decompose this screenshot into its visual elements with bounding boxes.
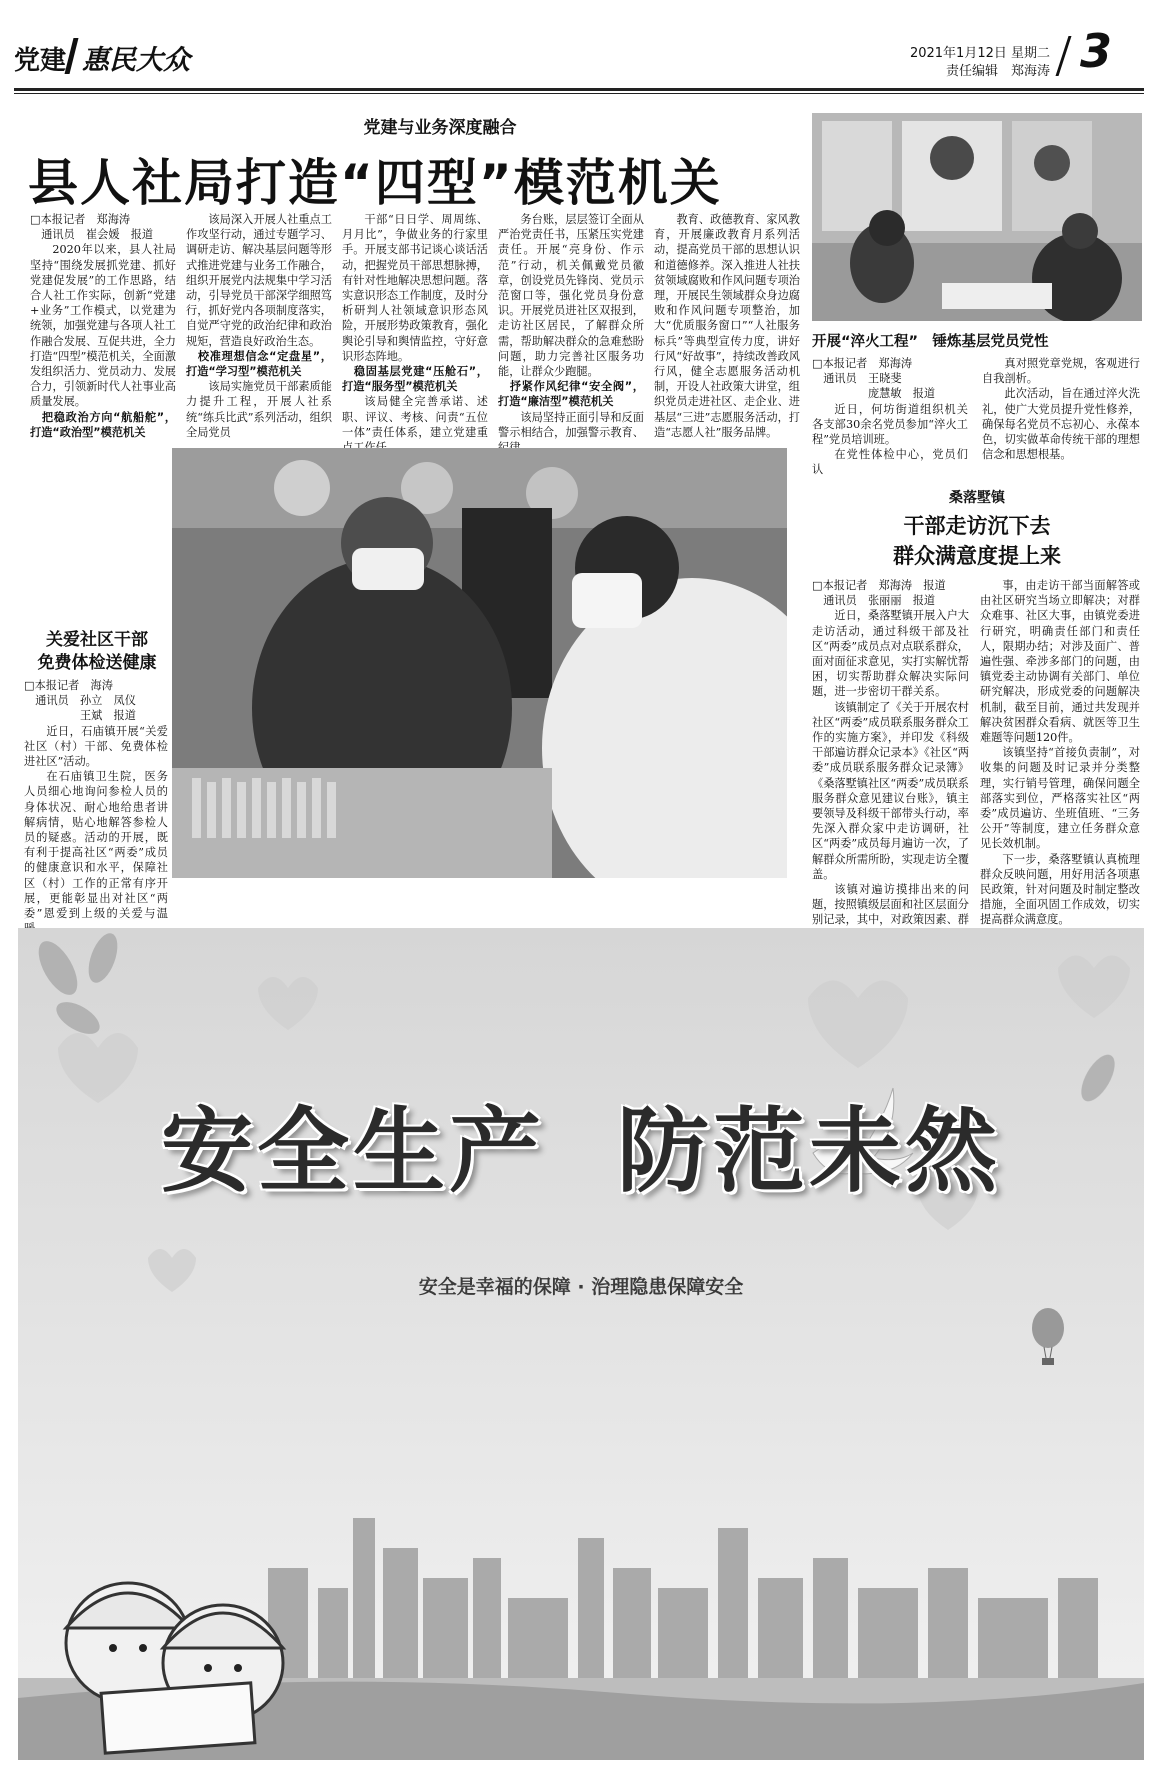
- right-kicker: 桑落墅镇: [949, 490, 1005, 506]
- party-meeting-photo: [812, 113, 1142, 321]
- medical-checkup-photo-graphic: [172, 448, 787, 878]
- left-headline-1: 关爱社区干部: [46, 630, 148, 650]
- byline: 王斌 报道: [24, 709, 136, 723]
- subheading: 校准理想信念“定盘星”，打造“学习型”模范机关: [186, 349, 332, 379]
- paragraph: 近日，桑落墅镇开展入户大走访活动，通过科级干部及社区“两委”成员点对点联系群众，面对面征求意见，实打实解忧帮困，切实帮助群众解决实际问题，进一步密切干群关系。: [812, 609, 969, 699]
- masthead-slash: [65, 38, 79, 74]
- byline: □本报记者 郑海涛 报道: [812, 579, 946, 592]
- poster-title: 安全生产 防范未然: [160, 1098, 1002, 1205]
- date-line: 2021年1月12日 星期二: [909, 46, 1050, 61]
- poster-subtitle: 安全是幸福的保障 · 治理隐患保障安全: [418, 1276, 744, 1298]
- paper-name: 惠民大众: [82, 45, 190, 76]
- paragraph: 此次活动，旨在通过淬火洗礼，使广大党员提升党性修养，确保每名党员不忘初心、永葆本色，切实做革命传统干部的理想信念和思想根基。: [982, 387, 1140, 462]
- right-headline-1: 干部走访沉下去: [903, 513, 1051, 538]
- paragraph: 在党性体检中心，党员们认: [812, 448, 968, 477]
- byline: 庞慧敏 报道: [812, 387, 936, 401]
- paragraph: 真对照党章党规，客观进行自我剖析。: [982, 357, 1140, 386]
- editor-line: 责任编辑 郑海涛: [945, 64, 1050, 79]
- page-slash: [1056, 36, 1072, 76]
- paragraph: 务台账，层层签订全面从严治党责任书，压紧压实党建责任。开展“亮身份、作示范”行动，机关佩戴党员徽章，创设党员先锋岗、党员示范窗口等，强化党员身份意识。开展党员进社区双报到，走访社区居民，了解群众所需，帮助解决群众的急难愁盼问题，助力完善社区服务功能，让群众少跑腿。: [498, 213, 644, 379]
- subheading: 稳固基层党建“压舱石”，打造“服务型”模范机关: [342, 365, 488, 394]
- paragraph: 该镇对遍访摸排出来的问题，按照镇级层面和社区层面分别记录，其中，对政策因素、群: [812, 883, 969, 927]
- paragraph: 该局深入开展人社重点工作攻坚行动，通过专题学习、调研走访、解决基层问题等形式推进党建与业务工作融合，组织开展党内法规集中学习活动，引导党员干部深学细照笃行，抓好党内各项制度落实，自觉严守党的政治纪律和政治规矩，营造良好政治生态。: [186, 213, 332, 348]
- masthead-rule-thin: [14, 93, 1144, 94]
- main-headline: 县人社局打造“四型”模范机关: [28, 154, 722, 212]
- safety-poster-background: [18, 928, 1144, 1760]
- page-number: 3: [1080, 24, 1113, 78]
- section-name: 党建: [14, 46, 67, 76]
- paragraph: 2020年以来，县人社局坚持“围绕发展抓党建、抓好党建促发展”的工作思路，结合人社工作实际，创新“党建+业务”工作模式，以党建为统领，加强党建与各项人社工作融合发展、互促共进，全力打造“四型”模范机关，全面激发组织活力、党员动力、发展合力，引领新时代人社事业高质量发展。: [30, 243, 176, 409]
- paragraph: 下一步，桑落墅镇认真梳理群众反映问题，用好用活各项惠民政策，针对问题及时制定整改措施，全面巩固工作成效，切实提高群众满意度。: [980, 852, 1140, 927]
- byline: 通讯员 王晓斐: [812, 372, 902, 386]
- medical-checkup-photo: [172, 448, 787, 878]
- byline: □本报记者 郑海涛: [30, 213, 131, 226]
- paragraph: 近日，石庙镇开展“关爱社区（村）干部、免费体检进社区”活动。: [24, 724, 168, 769]
- paragraph: 该局坚持正面引导和反面警示相结合，加强警示教育、: [498, 410, 644, 439]
- subheading: 把稳政治方向“航船舵”，打造“政治型”模范机关: [30, 410, 176, 439]
- main-col-3: [342, 212, 488, 455]
- safety-poster: [18, 928, 1144, 1760]
- main-col-4: [498, 212, 644, 455]
- right-headline-2: 群众满意度提上来: [893, 543, 1061, 568]
- main-col-2: [186, 212, 332, 440]
- subheading: 抒紧作风纪律“安全阀”，打造“廉洁型”模范机关: [498, 380, 644, 409]
- byline: □本报记者 郑海涛: [812, 357, 913, 370]
- main-col-1: [30, 212, 176, 440]
- party-meeting-photo-graphic: [812, 113, 1142, 321]
- byline: 通讯员 张丽丽 报道: [812, 594, 936, 608]
- paragraph: 事，由走访干部当面解答或由社区研究当场立即解决；对群众难事、社区大事，由镇党委进行研究，明确责任部门和责任人，限期办结；对涉及面广、普遍性强、牵涉多部门的问题，由镇党委主动协调有关部门、单位研究解决，形成党委的问题解决机制，截至目前，通过共发现并解决贫困群众看病、就医等卫生难题等问题120件。: [980, 579, 1140, 745]
- paragraph: 该局实施党员干部素质能力提升工程，开展人社系统“练兵比武”系列活动，组织全局党员: [186, 380, 332, 439]
- byline: 通讯员 崔会媛 报道: [30, 228, 154, 242]
- masthead-rule: [14, 88, 1144, 91]
- paragraph: 教育、政德教育、家风教育，开展廉政教育月系列活动，提高党员干部的思想认识和道德修养。深入推进人社扶贫领域腐败和作风问题专项治理，开展民生领域群众身边腐败和作风问题专项整治，加大“优质服务窗口”“人社服务标兵”等典型宣传力度，讲好行风“好故事”，持续改善政风行风，健全志愿服务活动机制，开设人社政策大讲堂，组织党员走进社区、走企业、进基层“三进”志愿服务活动，打造“志愿人社”服务品牌。: [654, 213, 800, 439]
- byline: □本报记者 海涛: [24, 679, 113, 692]
- paragraph: 近日，何坊街道组织机关各支部30余名党员参加“淬火工程”党员培训班。: [812, 402, 968, 447]
- paragraph: 该镇制定了《关于开展农村社区“两委”成员联系服务群众工作的实施方案》，并印发《科级干部遍访群众记录本》《社区“两委”成员联系服务群众记录簿》《桑落墅镇社区“两委”成员联系服务群众意见建议台账》，镇主要领导及科级干部带头行动，率先深入群众家中走访调研，社区“两委”成员每月遍访一次，了解群众所需所盼，实现走访全覆盖。: [812, 700, 969, 881]
- left-article-body: [24, 678, 168, 936]
- paragraph: 在石庙镇卫生院，医务人员细心地询问参检人员的身体状况、耐心地给患者讲解病情，贴心地解答参检人员的疑惑。活动的开展，既有利于提高社区“两委”成员的健康意识和水平，保障社区（村）工作的正常有序开展，更能彰显出对社区“两委”恩爱到上级的关爱与温: [24, 770, 168, 921]
- paragraph: 该镇坚持“首接负责制”，对收集的问题及时记录并分类整理，实行销号管理，确保问题全部落实到位，严格落实社区“两委”成员遍访、坐班值班、“三务公开”等制度，建立任务群众意见长效机制。: [980, 746, 1140, 851]
- right-col-2: [980, 578, 1140, 928]
- paragraph: 干部“日日学、周周练、月月比”，争做业务的行家里手。开展支部书记谈心谈话活动，把握党员干部思想脉搏，有针对性地解决思想问题。落实意识形态工作制度，及时分析研判人社领域意识形态风险，开展形势政策教育，强化舆论引导和舆情监控，守好意识形态阵地。: [342, 213, 488, 363]
- party-photo-caption: 开展“淬火工程” 锤炼基层党员党性: [812, 334, 1049, 350]
- paragraph: 该局健全完善承诺、述职、评议、考核、问责“五位一体”责任体系，建立党建重: [342, 395, 488, 439]
- right-col-1: [812, 578, 969, 943]
- party-col-1: [812, 356, 968, 478]
- main-article-columns: [30, 212, 800, 439]
- main-kicker: 党建与业务深度融合: [363, 118, 517, 138]
- main-col-5: [654, 212, 800, 440]
- party-col-2: [982, 356, 1140, 462]
- byline: 通讯员 孙立 凤仪: [24, 694, 136, 708]
- masthead: [0, 0, 1158, 92]
- left-headline-2: 免费体检送健康: [37, 653, 157, 673]
